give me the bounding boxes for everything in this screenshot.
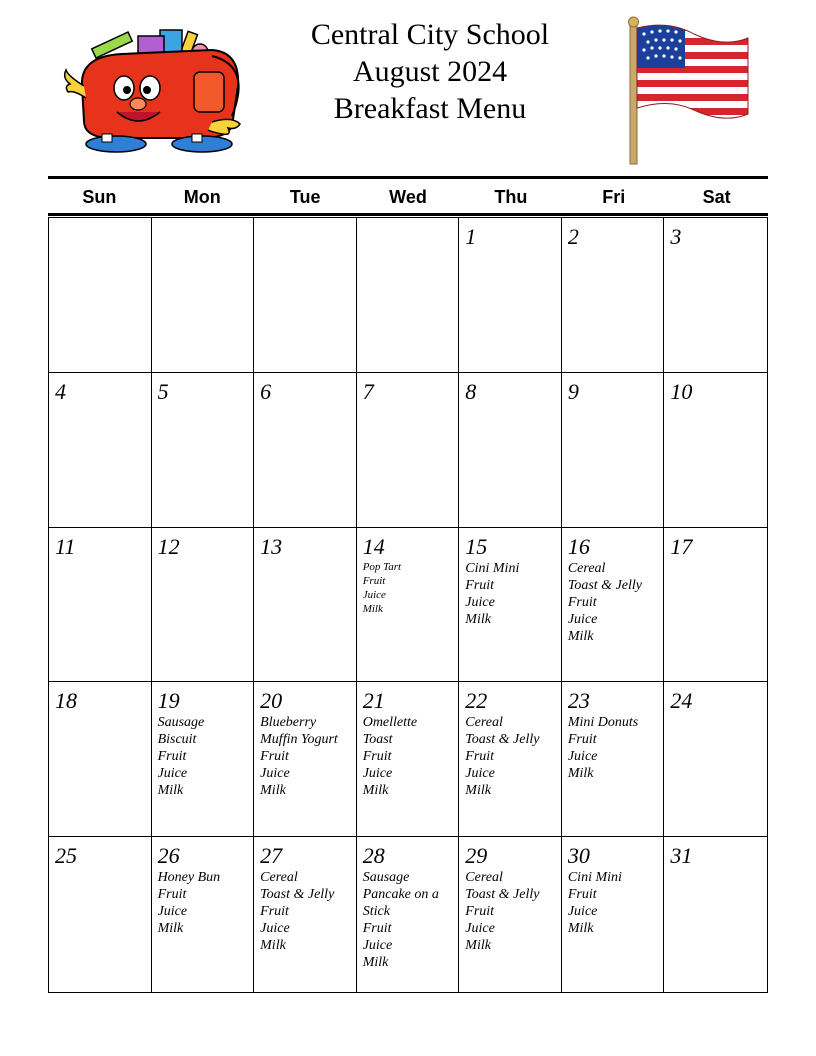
menu-item: Juice xyxy=(260,766,290,782)
menu-item: Sausage xyxy=(362,870,410,886)
menu-item: Cini Mini xyxy=(465,560,520,576)
menu-item: Juice xyxy=(362,766,393,782)
calendar-day-cell xyxy=(152,218,255,373)
menu-list xyxy=(465,560,555,628)
calendar-day-cell xyxy=(562,373,665,528)
day-number: 16 xyxy=(567,533,590,559)
day-number: 27 xyxy=(260,843,283,869)
calendar-day-cell xyxy=(562,837,665,992)
menu-item: Juice xyxy=(362,938,393,954)
day-number: 8 xyxy=(465,378,477,404)
calendar-day-cell xyxy=(459,528,562,683)
menu-item: Fruit xyxy=(260,904,289,920)
menu-item: Toast & Jelly xyxy=(465,887,540,903)
calendar-day-cell xyxy=(459,682,562,837)
day-number: 14 xyxy=(362,533,385,559)
menu-item: Fruit xyxy=(465,749,495,765)
day-number: 31 xyxy=(670,843,693,869)
calendar-day-cell xyxy=(49,528,152,683)
menu-item: Fruit xyxy=(157,887,187,903)
weekday-fri: Fri xyxy=(602,187,626,207)
calendar-day-cell xyxy=(357,218,460,373)
menu-item: Juice xyxy=(567,611,598,627)
menu-item: Sausage xyxy=(157,715,205,731)
day-number: 20 xyxy=(260,688,283,714)
menu-item: Omellette xyxy=(362,715,418,731)
menu-item: Fruit xyxy=(465,577,495,593)
calendar-day-cell xyxy=(49,218,152,373)
calendar-day-cell xyxy=(664,373,767,528)
day-number: 12 xyxy=(157,533,180,559)
menu-item: Stick xyxy=(362,904,390,920)
calendar-day-cell xyxy=(459,373,562,528)
menu-item: Fruit xyxy=(567,887,597,903)
menu-list xyxy=(260,714,350,799)
menu-item: Milk xyxy=(362,955,389,971)
day-number: 24 xyxy=(670,688,693,714)
calendar-day-cell xyxy=(254,218,357,373)
menu-item: Toast & Jelly xyxy=(260,887,335,903)
day-number: 7 xyxy=(362,378,374,404)
menu-item: Milk xyxy=(567,921,594,937)
day-number: 13 xyxy=(260,533,283,559)
day-number: 17 xyxy=(670,533,693,559)
menu-list xyxy=(568,714,658,782)
menu-item: Milk xyxy=(157,783,184,799)
menu-item: Pancake on a xyxy=(362,887,439,903)
american-flag-icon xyxy=(624,16,754,166)
calendar-day-cell xyxy=(152,528,255,683)
menu-list xyxy=(363,714,453,799)
calendar-day-cell xyxy=(664,218,767,373)
menu-item: Milk xyxy=(260,938,286,954)
calendar-day-cell xyxy=(152,682,255,837)
school-bag-mascot-icon xyxy=(62,26,250,156)
day-number: 26 xyxy=(157,843,180,869)
calendar-day-cell xyxy=(664,528,767,683)
menu-list xyxy=(568,560,658,645)
weekday-tue: Tue xyxy=(289,187,321,207)
menu-item: Juice xyxy=(567,749,598,765)
menu-item: Milk xyxy=(157,921,184,937)
menu-item: Fruit xyxy=(362,574,386,587)
calendar-day-cell xyxy=(49,682,152,837)
menu-item: Milk xyxy=(567,766,594,782)
day-number: 15 xyxy=(465,533,488,559)
calendar-day-cell xyxy=(254,373,357,528)
day-number: 18 xyxy=(55,688,77,714)
day-number: 2 xyxy=(567,224,579,249)
calendar-day-cell xyxy=(562,682,665,837)
day-number: 21 xyxy=(362,688,385,714)
menu-item: Pop Tart xyxy=(362,560,402,573)
title-block xyxy=(230,16,630,127)
menu-item: Fruit xyxy=(465,904,495,920)
calendar-day-cell xyxy=(664,682,767,837)
menu-item: Milk xyxy=(465,611,491,627)
calendar-day-cell xyxy=(49,837,152,992)
day-number: 4 xyxy=(55,378,66,404)
weekday-sun: Sun xyxy=(82,187,117,207)
menu-item: Blueberry xyxy=(260,715,317,731)
menu-item: Toast & Jelly xyxy=(567,577,642,593)
day-number: 1 xyxy=(465,224,477,249)
menu-item: Juice xyxy=(567,904,598,920)
day-number: 30 xyxy=(567,843,590,869)
weekday-wed: Wed xyxy=(389,187,427,207)
menu-item: Juice xyxy=(362,588,386,601)
menu-list xyxy=(158,869,248,937)
day-number: 10 xyxy=(670,378,693,404)
menu-item: Honey Bun xyxy=(157,870,221,886)
calendar-day-cell xyxy=(357,837,460,992)
day-number: 5 xyxy=(157,378,169,404)
calendar-day-cell xyxy=(459,837,562,992)
menu-list xyxy=(363,869,453,971)
calendar-day-cell xyxy=(357,373,460,528)
calendar-day-cell xyxy=(562,218,665,373)
menu-item: Fruit xyxy=(157,749,187,765)
menu-item: Cereal xyxy=(465,870,503,886)
menu-list xyxy=(158,714,248,799)
menu-item: Milk xyxy=(362,783,389,799)
month-title: August 2024 xyxy=(352,55,508,88)
menu-list xyxy=(465,714,555,799)
menu-list xyxy=(363,560,453,616)
calendar-day-cell xyxy=(664,837,767,992)
menu-item: Juice xyxy=(157,766,188,782)
day-number: 22 xyxy=(465,688,488,714)
day-number: 25 xyxy=(55,843,77,869)
school-name-title: Central City School xyxy=(310,18,550,51)
menu-item: Cini Mini xyxy=(567,870,622,886)
menu-item: Cereal xyxy=(567,560,606,576)
menu-item: Toast xyxy=(362,732,393,748)
day-number: 6 xyxy=(260,378,272,404)
menu-type-title: Breakfast Menu xyxy=(333,92,527,125)
calendar-day-cell xyxy=(254,837,357,992)
menu-item: Toast & Jelly xyxy=(465,732,540,748)
menu-list xyxy=(568,869,658,937)
calendar-day-cell xyxy=(254,682,357,837)
menu-item: Juice xyxy=(465,921,495,937)
weekday-sat: Sat xyxy=(702,187,731,207)
day-number: 3 xyxy=(670,224,682,249)
menu-item: Milk xyxy=(362,602,383,615)
menu-item: Cereal xyxy=(260,870,298,886)
calendar-day-cell xyxy=(357,528,460,683)
menu-item: Muffin Yogurt xyxy=(260,732,338,748)
menu-item: Fruit xyxy=(567,732,597,748)
day-number: 23 xyxy=(567,688,590,714)
menu-item: Juice xyxy=(157,904,188,920)
menu-item: Milk xyxy=(465,783,491,799)
day-number: 11 xyxy=(55,533,76,559)
menu-item: Fruit xyxy=(362,921,392,937)
menu-list xyxy=(465,869,555,954)
menu-item: Milk xyxy=(260,783,286,799)
day-number: 28 xyxy=(362,843,385,869)
calendar-day-cell xyxy=(152,373,255,528)
menu-item: Fruit xyxy=(567,594,597,610)
weekday-header xyxy=(48,176,768,216)
menu-item: Fruit xyxy=(260,749,289,765)
menu-list xyxy=(260,869,350,954)
menu-item: Mini Donuts xyxy=(567,715,639,731)
calendar-day-cell xyxy=(459,218,562,373)
menu-item: Cereal xyxy=(465,715,503,731)
calendar-day-cell xyxy=(49,373,152,528)
calendar-day-cell xyxy=(357,682,460,837)
menu-item: Fruit xyxy=(362,749,392,765)
menu-item: Biscuit xyxy=(157,732,197,748)
menu-item: Juice xyxy=(465,766,495,782)
weekday-mon: Mon xyxy=(183,187,221,207)
calendar-day-cell xyxy=(254,528,357,683)
day-number: 19 xyxy=(157,688,180,714)
calendar-day-cell xyxy=(562,528,665,683)
calendar-day-cell xyxy=(152,837,255,992)
menu-item: Juice xyxy=(465,594,495,610)
calendar-grid xyxy=(48,217,768,993)
menu-item: Milk xyxy=(465,938,491,954)
day-number: 29 xyxy=(465,843,488,869)
weekday-thu: Thu xyxy=(494,187,528,207)
day-number: 9 xyxy=(567,378,579,404)
menu-item: Milk xyxy=(567,628,594,644)
menu-item: Juice xyxy=(260,921,290,937)
